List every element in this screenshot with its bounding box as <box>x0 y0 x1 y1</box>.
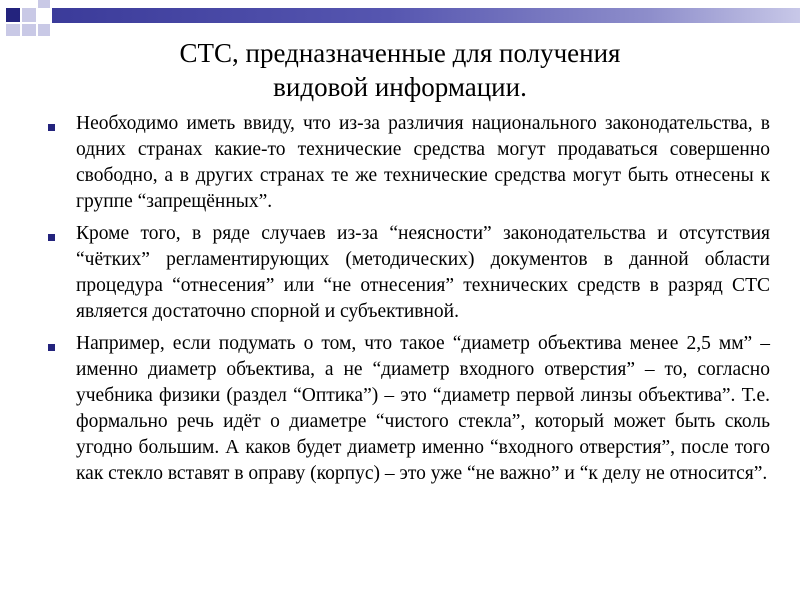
decor-square-light <box>22 8 36 22</box>
decor-square-light <box>38 24 50 36</box>
decor-square-light <box>22 24 36 36</box>
bullet-item <box>46 221 770 325</box>
bullet-square-icon <box>48 124 55 131</box>
decor-square-dark <box>6 8 20 22</box>
bullet-square-icon <box>48 234 55 241</box>
bullet-item <box>46 331 770 487</box>
header-gradient-band <box>52 8 800 23</box>
bullet-list <box>46 111 770 493</box>
slide-title <box>100 36 700 104</box>
slide-title-line-1: СТС, предназначенные для получения <box>179 38 621 68</box>
bullet-text: Кроме того, в ряде случаев из-за “неясности” законодательства и отсутствия “чётких” регламентирующих (методических) документов в данной области процедура “отнесения” или “не отнесения” технических средств в разряд СТС является достаточно спорной и субъективной. <box>76 223 770 322</box>
bullet-text: Например, если подумать о том, что такое “диаметр объектива менее 2,5 мм” – именно диаметр объектива, а не “диаметр входного отверстия” – то, согласно учебника физики (раздел “Оптика”) – это “диаметр первой линзы объектива”. Т.е. формально речь идёт о диаметре “чистого стекла”, который может быть сколь угодно большим. А каков будет диаметр именно “входного отверстия”, после того как стекло вставят в оправу (корпус) – это уже “не важно” и “к делу не относится”. <box>76 333 770 484</box>
bullet-text: Необходимо иметь ввиду, что из-за различия национального законодательства, в одних странах какие-то технические средства могут продаваться совершенно свободно, а в других странах те же технические средства могут быть отнесены к группе “запрещённых”. <box>76 113 770 212</box>
decor-square-light <box>38 0 50 8</box>
slide-title-line-2: видовой информации. <box>273 72 527 102</box>
decor-square-light <box>6 24 20 36</box>
bullet-item <box>46 111 770 215</box>
bullet-square-icon <box>48 344 55 351</box>
